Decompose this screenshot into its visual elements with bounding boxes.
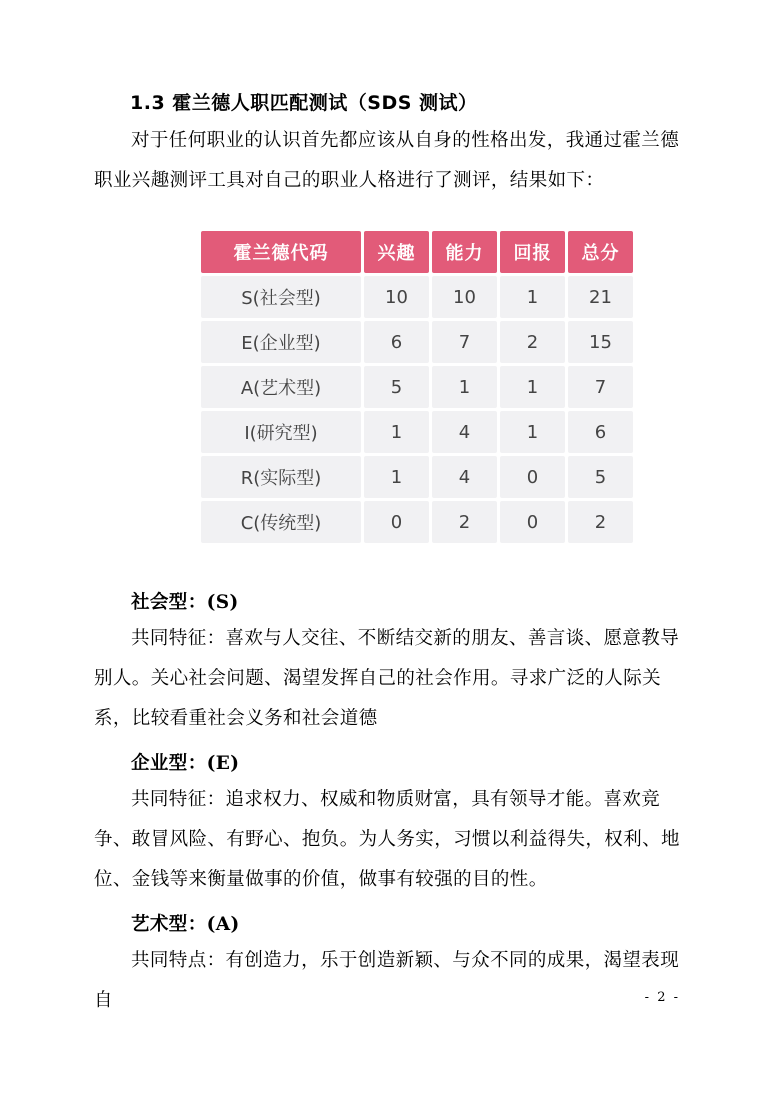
table-row bbox=[201, 411, 633, 453]
section-text-artistic: 共同特点：有创造力，乐于创造新颖、与众不同的成果，渴望表现自 bbox=[94, 950, 680, 1011]
table-cell: 10 bbox=[432, 276, 497, 318]
column-header: 总分 bbox=[568, 231, 633, 273]
table-row bbox=[201, 276, 633, 318]
table-cell: 5 bbox=[364, 366, 429, 408]
table-cell: 6 bbox=[364, 321, 429, 363]
table-row bbox=[201, 321, 633, 363]
table-cell: 5 bbox=[568, 456, 633, 498]
table-row bbox=[201, 366, 633, 408]
table-cell: 1 bbox=[500, 366, 565, 408]
holland-score-table bbox=[198, 228, 636, 546]
table-row bbox=[201, 501, 633, 543]
section-text-enterprising: 共同特征：追求权力、权威和物质财富，具有领导才能。喜欢竞争、敢冒风险、有野心、抱负。为人务实，习惯以利益得失，权利、地位、金钱等来衡量做事的价值，做事有较强的目的性。 bbox=[94, 789, 680, 890]
section-text-social: 共同特征：喜欢与人交往、不断结交新的朋友、善言谈、愿意教导别人。关心社会问题、渴望发挥自己的社会作用。寻求广泛的人际关系，比较看重社会义务和社会道德 bbox=[94, 628, 680, 729]
table-cell: E(企业型) bbox=[201, 321, 361, 363]
table-cell: 4 bbox=[432, 456, 497, 498]
section-heading-enterprising: 企业型：(E) bbox=[131, 753, 240, 774]
table-header-row bbox=[201, 231, 633, 273]
table-cell: S(社会型) bbox=[201, 276, 361, 318]
table-cell: C(传统型) bbox=[201, 501, 361, 543]
column-header: 兴趣 bbox=[364, 231, 429, 273]
table-cell: 7 bbox=[568, 366, 633, 408]
column-header: 霍兰德代码 bbox=[201, 231, 361, 273]
table-cell: 1 bbox=[500, 276, 565, 318]
table-cell: 2 bbox=[432, 501, 497, 543]
table-cell: 1 bbox=[364, 411, 429, 453]
table-cell: 0 bbox=[500, 501, 565, 543]
table-cell: 10 bbox=[364, 276, 429, 318]
table-cell: 1 bbox=[432, 366, 497, 408]
table-cell: 2 bbox=[500, 321, 565, 363]
table-cell: 4 bbox=[432, 411, 497, 453]
section-heading-artistic: 艺术型：(A) bbox=[131, 914, 240, 935]
column-header: 能力 bbox=[432, 231, 497, 273]
table-cell: 21 bbox=[568, 276, 633, 318]
table-cell: 1 bbox=[364, 456, 429, 498]
column-header: 回报 bbox=[500, 231, 565, 273]
section-title: 1.3 霍兰德人职匹配测试（SDS 测试） bbox=[130, 92, 478, 114]
table-cell: 0 bbox=[500, 456, 565, 498]
table-cell: 1 bbox=[500, 411, 565, 453]
table-cell: 2 bbox=[568, 501, 633, 543]
section-heading-social: 社会型：(S) bbox=[131, 592, 239, 613]
table-cell: 0 bbox=[364, 501, 429, 543]
page-number: - 2 - bbox=[644, 990, 680, 1005]
table-cell: A(艺术型) bbox=[201, 366, 361, 408]
table-cell: I(研究型) bbox=[201, 411, 361, 453]
table-cell: 7 bbox=[432, 321, 497, 363]
table-row bbox=[201, 456, 633, 498]
holland-table-wrapper bbox=[198, 228, 636, 539]
table-cell: R(实际型) bbox=[201, 456, 361, 498]
table-cell: 6 bbox=[568, 411, 633, 453]
intro-paragraph: 对于任何职业的认识首先都应该从自身的性格出发，我通过霍兰德职业兴趣测评工具对自己的职业人格进行了测评，结果如下： bbox=[94, 130, 680, 191]
table-cell: 15 bbox=[568, 321, 633, 363]
